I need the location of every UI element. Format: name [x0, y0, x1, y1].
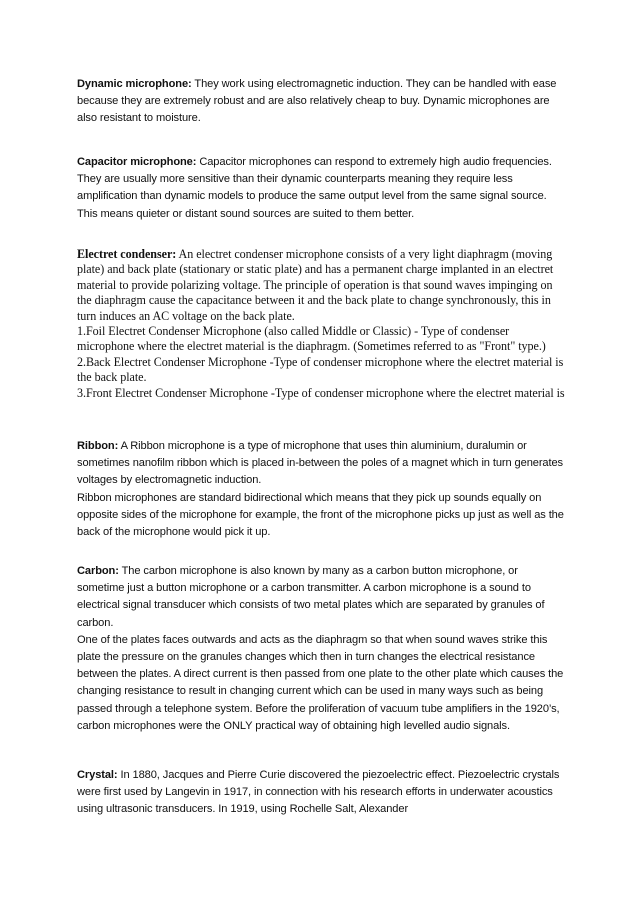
section-carbon: [77, 563, 565, 735]
paragraph: Ribbon microphones are standard bidirectional which means that they pick up sounds equally on opposite sides of the microphone for example, the front of the microphone picks up just as well as the back of the microphone would pick it up.: [77, 491, 564, 539]
section-text: An electret condenser microphone consists of a very light diaphragm (moving plate) and back plate (stationary or static plate) and has a permanent charge implanted in an electret material to provide polarizing voltage. The principle of operation is that sound waves impinging on the diaphragm cause the capacitance between it and the back plate to change synchronously, this in turn induces an AC voltage on the back plate.: [77, 247, 554, 323]
section-heading: Ribbon:: [77, 440, 119, 452]
paragraph: [77, 563, 565, 632]
section-heading: Dynamic microphone:: [77, 78, 192, 90]
paragraph: [77, 76, 565, 128]
list-item: 1.Foil Electret Condenser Microphone (also called Middle or Classic) - Type of condenser microphone where the electret material is the diaphragm. (Sometimes referred to as "Front" type.): [77, 324, 546, 354]
section-text: A Ribbon microphone is a type of microphone that uses thin aluminium, duralumin or sometimes nanofilm ribbon which is placed in-between the poles of a magnet which in turn generates voltages by electromagnetic induction.: [77, 440, 563, 487]
paragraph: [77, 154, 565, 223]
paragraph: [77, 438, 565, 490]
section-heading: Carbon:: [77, 565, 119, 577]
section-text: In 1880, Jacques and Pierre Curie discovered the piezoelectric effect. Piezoelectric crystals were first used by Langevin in 1917, in connection with his research efforts in underwater acoustics using ultrasonic transducers. In 1919, using Rochelle Salt, Alexander: [77, 769, 560, 816]
section-heading: Crystal:: [77, 769, 118, 781]
section-heading: Electret condenser:: [77, 247, 177, 261]
section-crystal: [77, 767, 565, 819]
paragraph: [77, 767, 565, 819]
section-heading: Capacitor microphone:: [77, 156, 197, 168]
section-electret-condenser: [77, 247, 565, 401]
section-capacitor-microphone: [77, 154, 565, 223]
paragraph: [77, 247, 565, 324]
section-text: Capacitor microphones can respond to extremely high audio frequencies. They are usually more sensitive than their dynamic counterparts meaning they require less amplification than dynamic models to produce the same output level from the same signal source. This means quieter or distant sound sources are suited to them better.: [77, 156, 552, 220]
section-dynamic-microphone: [77, 76, 565, 128]
list-item: 2.Back Electret Condenser Microphone -Type of condenser microphone where the electret material is the back plate.: [77, 354, 564, 385]
paragraph: One of the plates faces outwards and acts as the diaphragm so that when sound waves strike this plate the pressure on the granules changes which then in turn changes the electrical resistance between the plates. A direct current is then passed from one plate to the other plate which causes the changing resistance to result in changing current which can be used in many ways such as being passed through a telephone system. Before the proliferation of vacuum tube amplifiers in the 1920’s, carbon microphones were the ONLY practical way of obtaining high levelled audio signals.: [77, 633, 564, 732]
section-text: They work using electromagnetic induction. They can be handled with ease because they are extremely robust and are also relatively cheap to buy. Dynamic microphones are also resistant to moisture.: [77, 78, 557, 125]
section-ribbon: [77, 438, 565, 541]
section-text: The carbon microphone is also known by many as a carbon button microphone, or sometime just a button microphone or a carbon transmitter. A carbon microphone is a sound to electrical signal transducer which consists of two metal plates which are separated by granules of carbon.: [77, 565, 545, 629]
list-item: 3.Front Electret Condenser Microphone -Type of condenser microphone where the electret material is: [77, 385, 565, 400]
